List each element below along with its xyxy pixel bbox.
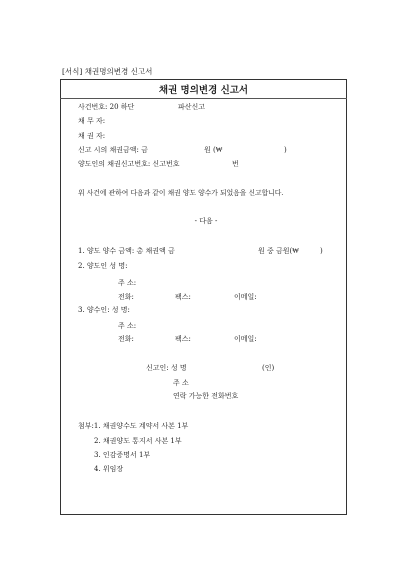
case-number: 사건번호: 20 하단 xyxy=(78,103,135,111)
reporter-address-label: 주 소 xyxy=(173,379,189,387)
debtor-label: 채 무 자: xyxy=(78,117,106,125)
transferee-name-label: 3. 양수인: 성 명: xyxy=(78,306,130,314)
attachment-3: 3. 인감증명서 1부 xyxy=(94,451,151,459)
transferor-fax-label: 팩스: xyxy=(175,293,191,301)
transfer-amount-label: 1. 양도 양수 금액: 총 채권액 금 xyxy=(78,247,175,255)
case-type: 파산신고 xyxy=(178,103,206,111)
title-divider xyxy=(60,98,347,99)
transferee-address-label: 주 소: xyxy=(118,322,137,330)
transfer-amount-close: ) xyxy=(320,247,323,255)
attachment-2: 2. 채권양도 통지서 사본 1부 xyxy=(94,437,182,445)
transferee-email-label: 이메일: xyxy=(234,335,257,343)
document-title: 채권 명의변경 신고서 xyxy=(158,85,249,96)
divider-text: - 다음 - xyxy=(194,217,218,225)
reported-amount-unit: 원 (₩ xyxy=(204,146,223,154)
transferor-report-number-unit: 번 xyxy=(232,160,239,168)
form-frame xyxy=(60,79,347,515)
transferor-email-label: 이메일: xyxy=(234,293,257,301)
creditor-label: 채 권 자: xyxy=(78,132,106,140)
attachment-4: 4. 위임장 xyxy=(94,465,124,473)
reporter-contact-label: 연락 가능한 전화번호 xyxy=(173,392,239,400)
transferor-address-label: 주 소: xyxy=(118,279,137,287)
form-label: [서식] 채권명의변경 신고서 xyxy=(62,67,153,76)
transferor-name-label: 2. 양도인 성 명: xyxy=(78,262,128,270)
reported-amount-label: 신고 시의 채권금액: 금 xyxy=(78,146,148,154)
transferee-fax-label: 팩스: xyxy=(175,335,191,343)
reported-amount-close: ) xyxy=(284,146,287,154)
statement-text: 위 사건에 관하여 다음과 같이 채권 양도 양수가 되었음을 신고합니다. xyxy=(78,189,284,197)
transferor-report-number-label: 양도인의 채권신고번호: 신고번호 xyxy=(78,160,180,168)
transfer-amount-mid: 원 중 금원(₩ xyxy=(258,247,299,255)
attachment-1: 첨부:1. 채권양수도 계약서 사본 1부 xyxy=(78,422,189,430)
transferor-phone-label: 전화: xyxy=(118,293,134,301)
reporter-name-label: 신고인: 성 명 xyxy=(146,364,187,372)
seal-mark: (인) xyxy=(262,364,275,372)
transferee-phone-label: 전화: xyxy=(118,335,134,343)
